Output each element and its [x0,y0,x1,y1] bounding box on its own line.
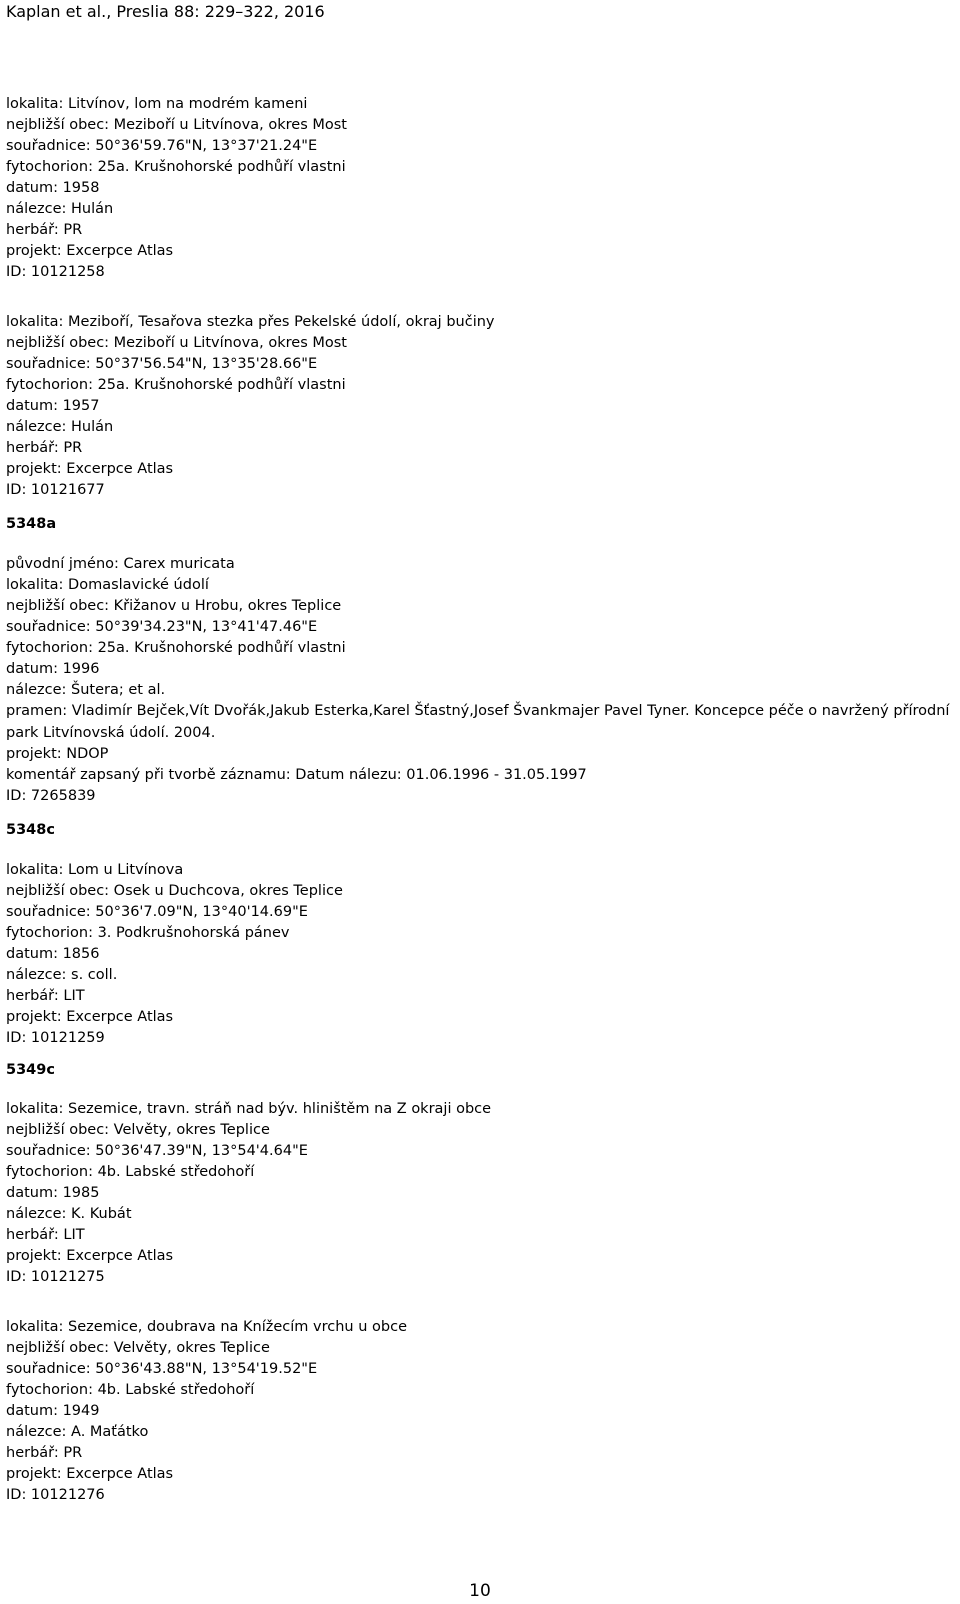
record-herbar: herbář: PR [6,440,83,456]
record-puvodni-jmeno: původní jméno: Carex muricata [6,556,235,572]
record-datum: datum: 1996 [6,661,100,677]
record-pramen: pramen: Vladimír Bejček,Vít Dvořák,Jakub Esterka,Karel Šťastný,Josef Švankmajer Pavel Tyner. Koncepce péče o navržený přírodní park Litvínovská údolí. 2004. [6,703,950,741]
record-datum: datum: 1985 [6,1185,100,1201]
record-lokalita: lokalita: Lom u Litvínova [6,862,184,878]
record-id: ID: 7265839 [6,788,96,804]
record-lokalita: lokalita: Sezemice, travn. stráň nad býv. hliništěm na Z okraji obce [6,1101,492,1117]
record-lokalita: lokalita: Meziboří, Tesařova stezka přes Pekelské údolí, okraj bučiny [6,314,495,330]
record-herbar: herbář: PR [6,1445,83,1461]
record-projekt: projekt: Excerpce Atlas [6,1466,174,1482]
record-obec: nejbližší obec: Velvěty, okres Teplice [6,1340,270,1356]
record-datum: datum: 1949 [6,1403,100,1419]
record-lokalita: lokalita: Litvínov, lom na modrém kameni [6,96,308,112]
record-herbar: herbář: LIT [6,1227,85,1243]
record-lokalita: lokalita: Domaslavické údolí [6,577,209,593]
record-komentar: komentář zapsaný při tvorbě záznamu: Datum nálezu: 01.06.1996 - 31.05.1997 [6,767,587,783]
record-souradnice: souřadnice: 50°36'47.39"N, 13°54'4.64"E [6,1143,308,1159]
record-datum: datum: 1856 [6,946,100,962]
record-id: ID: 10121275 [6,1269,105,1285]
record-nalezce: nálezce: Šutera; et al. [6,682,166,698]
record-id: ID: 10121677 [6,482,105,498]
record-fytochorion: fytochorion: 3. Podkrušnohorská pánev [6,925,290,941]
record-id: ID: 10121258 [6,264,105,280]
record-id: ID: 10121259 [6,1030,105,1046]
record-obec: nejbližší obec: Meziboří u Litvínova, okres Most [6,117,347,133]
record-obec: nejbližší obec: Osek u Duchcova, okres Teplice [6,883,343,899]
record-herbar: herbář: PR [6,222,83,238]
record-nalezce: nálezce: Hulán [6,419,114,435]
record-id: ID: 10121276 [6,1487,105,1503]
record-obec: nejbližší obec: Velvěty, okres Teplice [6,1122,270,1138]
record-nalezce: nálezce: A. Maťátko [6,1424,149,1440]
record-obec: nejbližší obec: Křižanov u Hrobu, okres Teplice [6,598,342,614]
record-datum: datum: 1958 [6,180,100,196]
record-projekt: projekt: Excerpce Atlas [6,243,174,259]
record-fytochorion: fytochorion: 4b. Labské středohoří [6,1164,255,1180]
record-herbar: herbář: LIT [6,988,85,1004]
record-projekt: projekt: Excerpce Atlas [6,1009,174,1025]
record-datum: datum: 1957 [6,398,100,414]
record-fytochorion: fytochorion: 25a. Krušnohorské podhůří vlastni [6,640,346,656]
record-projekt: projekt: NDOP [6,746,109,762]
page-number: 10 [469,1581,491,1601]
record-nalezce: nálezce: K. Kubát [6,1206,132,1222]
record-projekt: projekt: Excerpce Atlas [6,461,174,477]
record-lokalita: lokalita: Sezemice, doubrava na Knížecím vrchu u obce [6,1319,407,1335]
record-projekt: projekt: Excerpce Atlas [6,1248,174,1264]
record-nalezce: nálezce: s. coll. [6,967,118,983]
record-souradnice: souřadnice: 50°36'7.09"N, 13°40'14.69"E [6,904,308,920]
section-heading: 5348c [6,822,55,838]
section-heading: 5348a [6,516,57,532]
section-heading: 5349c [6,1062,55,1078]
record-souradnice: souřadnice: 50°36'43.88"N, 13°54'19.52"E [6,1361,318,1377]
record-fytochorion: fytochorion: 4b. Labské středohoří [6,1382,255,1398]
record-souradnice: souřadnice: 50°39'34.23"N, 13°41'47.46"E [6,619,318,635]
record-nalezce: nálezce: Hulán [6,201,114,217]
record-fytochorion: fytochorion: 25a. Krušnohorské podhůří vlastni [6,159,346,175]
record-fytochorion: fytochorion: 25a. Krušnohorské podhůří vlastni [6,377,346,393]
record-obec: nejbližší obec: Meziboří u Litvínova, okres Most [6,335,347,351]
record-souradnice: souřadnice: 50°36'59.76"N, 13°37'21.24"E [6,138,318,154]
record-souradnice: souřadnice: 50°37'56.54"N, 13°35'28.66"E [6,356,318,372]
page-header-citation: Kaplan et al., Preslia 88: 229–322, 2016 [6,2,325,21]
